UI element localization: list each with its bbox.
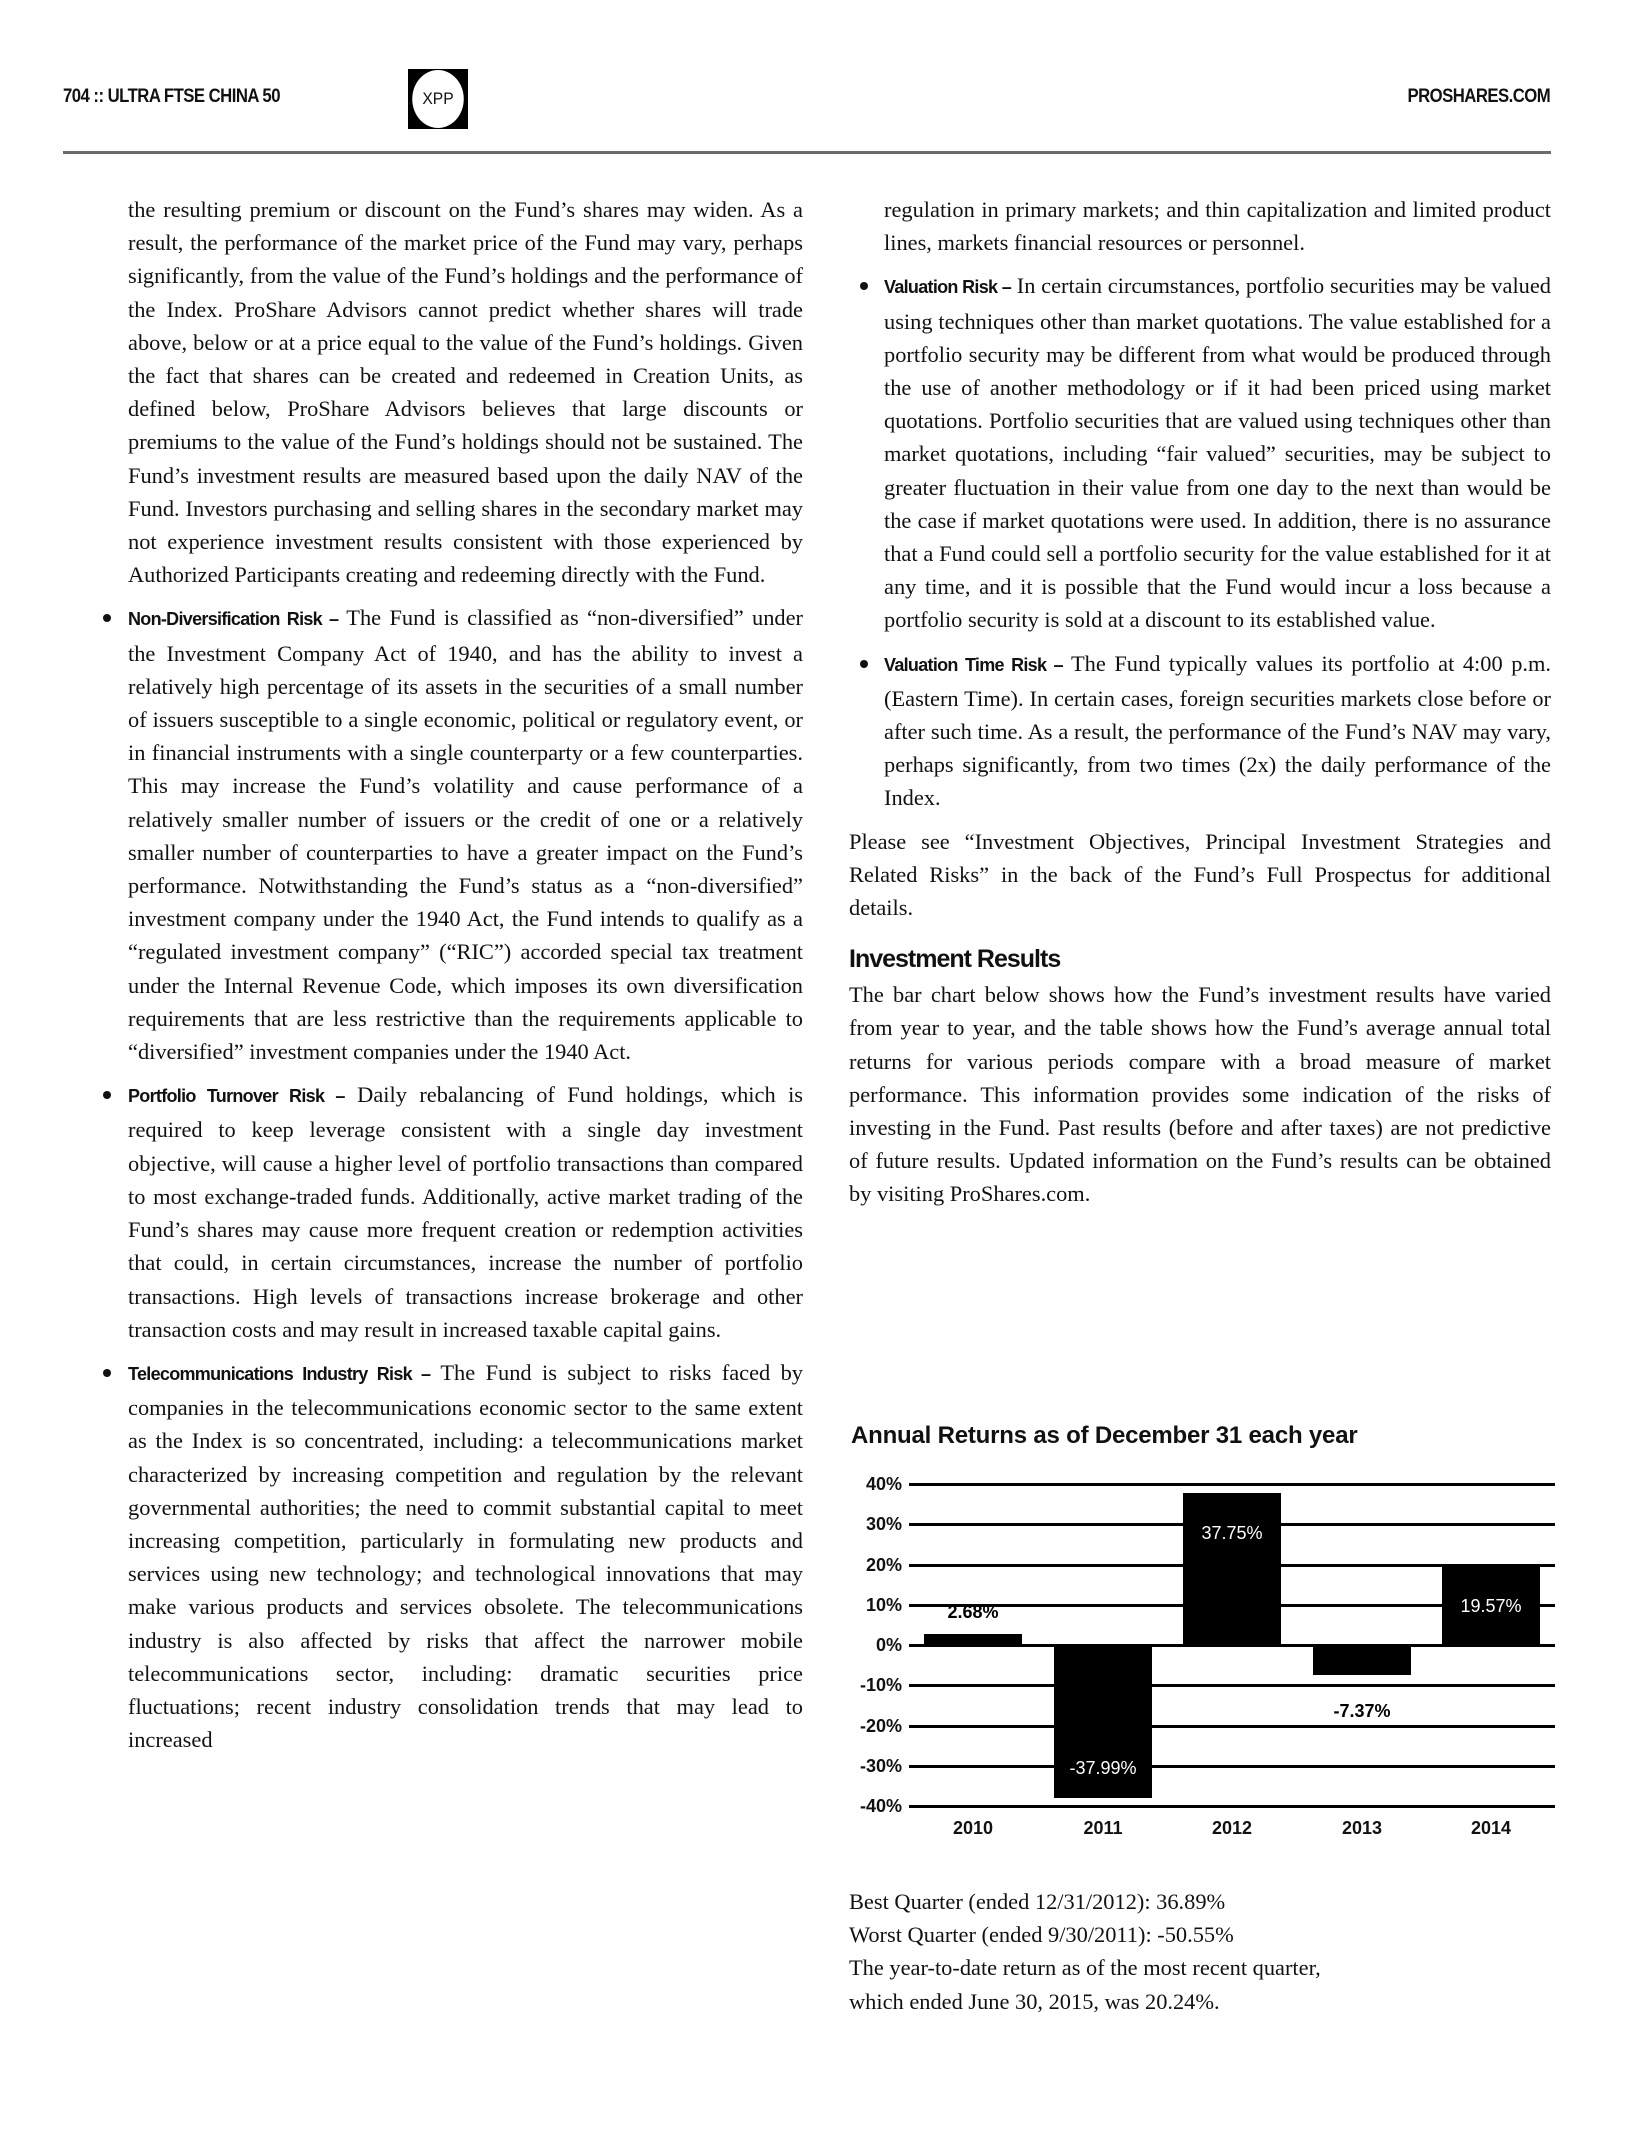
risk-item-non-diversification (128, 601, 803, 1068)
investment-results-paragraph: The bar chart below shows how the Fund’s investment results have varied from year to year, and the table shows how the Fund’s average annual total returns for various periods compare with a broad measure of market performance. This information provides some indication of the risks of investing in the Fund. Past results (before and after taxes) are not predictive of future results. Updated information on the Fund’s results can be obtained by visiting ProShares.com. (849, 982, 1551, 1207)
risk-title: Non-Diversification Risk – (128, 609, 339, 630)
gridline (909, 1684, 1555, 1687)
section-heading-investment-results: Investment Results (849, 945, 1061, 974)
risk-item-portfolio-turnover (128, 1078, 803, 1346)
site-link: PROSHARES.COM (1407, 86, 1550, 107)
y-axis-tick-label: 10% (865, 1594, 902, 1615)
risk-text: The Fund is subject to risks faced by companies in the telecommunications economic sector to the same extent as the Index is so concentrated, including: a telecommunications market characterized by increasing competition and regulation by the relevant governmental authorities; the need to commit substantial capital to meet increasing competition, particularly in formulating new products and services using new technology; and technological innovations that may make various products and services obsolete. The telecommunications industry is also affected by risks that affect the narrower mobile telecommunications sector, including: dramatic securities price fluctuations; recent industry consolidation trends that may lead to increased (128, 1359, 803, 1753)
see-also-paragraph: Please see “Investment Objectives, Principal Investment Strategies and Related Risks” in the back of the Fund’s Full Prospectus for additional details. (849, 828, 1551, 921)
y-axis-tick-label: -30% (859, 1755, 902, 1776)
gridline (909, 1805, 1555, 1808)
risk-item-valuation (884, 269, 1551, 636)
risk-item-telecommunications (128, 1356, 803, 1756)
gridline (909, 1483, 1555, 1486)
y-axis-tick-label: -40% (859, 1796, 902, 1816)
risk-text: Daily rebalancing of Fund holdings, which is required to keep leverage consistent with a single day investment objective, will cause a higher level of portfolio transactions than compared to most exchange-traded funds. Additionally, active market trading of the Fund’s shares may cause more frequent creation or redemption activities that could, in certain circumstances, increase the number of portfolio transactions. High levels of transactions increase brokerage and other transaction costs and may result in increased taxable capital gains. (128, 1082, 804, 1342)
annual-returns-bar-chart (840, 1470, 1560, 1850)
chart-title: Annual Returns as of December 31 each year (851, 1422, 1358, 1449)
bar-value-label: -7.37% (1333, 1700, 1391, 1721)
intro-paragraph: the resulting premium or discount on the Fund’s shares may widen. As a result, the performance of the market price of the Fund may vary, perhaps significantly, from the value of the Fund’s holdings and the performance of the Index. ProShare Advisors cannot predict whether shares will trade above, below or at a price equal to the value of the Fund’s holdings. Given the fact that shares can be created and redeemed in Creation Units, as defined below, ProShare Advisors believes that large discounts or premiums to the value of the Fund’s holdings should not be sustained. The Fund’s investment results are measured based upon the daily NAV of the Fund. Investors purchasing and selling shares in the secondary market may not experience investment results consistent with those experienced by Authorized Participants creating and redeeming directly with the Fund. (128, 197, 803, 588)
x-axis-tick-label: 2014 (1470, 1818, 1512, 1838)
risk-title: Valuation Risk – (884, 277, 1012, 298)
bar-value-label: -37.99% (1069, 1757, 1137, 1778)
page-header-title: 704 :: ULTRA FTSE CHINA 50 (63, 86, 280, 107)
risk-title: Telecommunications Industry Risk – (128, 1363, 431, 1384)
risk-text: The Fund typically values its portfolio at 4:00 p.m. (Eastern Time). In certain cases, foreign securities markets close before or after such time. As a result, the performance of the Fund’s NAV may vary, perhaps significantly, from two times (2x) the daily performance of the Index. (884, 650, 1552, 811)
y-axis-tick-label: 20% (865, 1554, 902, 1575)
y-axis-tick-label: 40% (865, 1474, 902, 1494)
y-axis-tick-label: -20% (859, 1715, 902, 1736)
risk-text: In certain circumstances, portfolio securities may be valued using techniques other than market quotations. The value established for a portfolio security may be different from what would be produced through the use of another methodology or if it had been priced using market quotations. Portfolio securities that are valued using techniques other than market quotations, including “fair valued” securities, may be subject to greater fluctuation in their value from one day to the next than would be the case if market quotations were used. In addition, there is no assurance that a Fund could sell a portfolio security for the value established for it at any time, and it is possible that the Fund would incur a loss because a portfolio security is sold at a discount to its established value. (884, 273, 1551, 633)
ytd-return-line-2: which ended June 30, 2015, was 20.24%. (849, 1988, 1220, 2014)
right-column (849, 193, 1551, 1211)
bar-2010 (924, 1634, 1022, 1645)
y-axis-tick-label: -10% (859, 1675, 902, 1696)
risk-item-valuation-time (884, 647, 1551, 815)
header-divider (63, 151, 1551, 154)
x-axis-tick-label: 2011 (1083, 1818, 1123, 1838)
x-axis-tick-label: 2013 (1341, 1818, 1383, 1838)
ticker-badge (408, 69, 468, 129)
worst-quarter: Worst Quarter (ended 9/30/2011): -50.55% (849, 1922, 1234, 1948)
y-axis-tick-label: 30% (865, 1514, 902, 1535)
risk-title: Valuation Time Risk – (884, 654, 1063, 675)
bar-2013 (1313, 1645, 1411, 1675)
ytd-return-line-1: The year-to-date return as of the most recent quarter, (849, 1955, 1321, 1981)
left-column (128, 193, 803, 1756)
x-axis-tick-label: 2012 (1211, 1818, 1253, 1838)
continuation-paragraph: regulation in primary markets; and thin capitalization and limited product lines, markets financial resources or personnel. (884, 197, 1551, 256)
risk-text: The Fund is classified as “non-diversified” under the Investment Company Act of 1940, and has the ability to invest a relatively high percentage of its assets in the securities of a small number of issuers susceptible to a single economic, political or regulatory event, or in financial instruments with a single counterparty or a few counterparties. This may increase the Fund’s volatility and cause performance of a relatively smaller number of issuers or the credit of one or a relatively smaller number of counterparties to have a greater impact on the Fund’s performance. Notwithstanding the Fund’s status as a “non-diversified” investment company under the 1940 Act, the Fund intends to qualify as a “regulated investment company” (“RIC”) accorded special tax treatment under the Internal Revenue Code, which imposes its own diversification requirements that are less restrictive than the requirements applicable to “diversified” investment companies under the 1940 Act. (128, 605, 804, 1065)
best-quarter: Best Quarter (ended 12/31/2012): 36.89% (849, 1889, 1226, 1914)
performance-footnotes (849, 1885, 1551, 2018)
bar-value-label: 19.57% (1460, 1596, 1522, 1617)
risk-title: Portfolio Turnover Risk – (128, 1086, 345, 1107)
bar-2012 (1183, 1493, 1281, 1645)
ticker-badge-label: XPP (412, 70, 464, 128)
gridline (909, 1765, 1555, 1768)
bar-value-label: 2.68% (947, 1602, 999, 1623)
y-axis-tick-label: 0% (875, 1635, 902, 1655)
bar-value-label: 37.75% (1201, 1523, 1263, 1544)
gridline (909, 1725, 1555, 1728)
x-axis-tick-label: 2010 (952, 1818, 994, 1838)
